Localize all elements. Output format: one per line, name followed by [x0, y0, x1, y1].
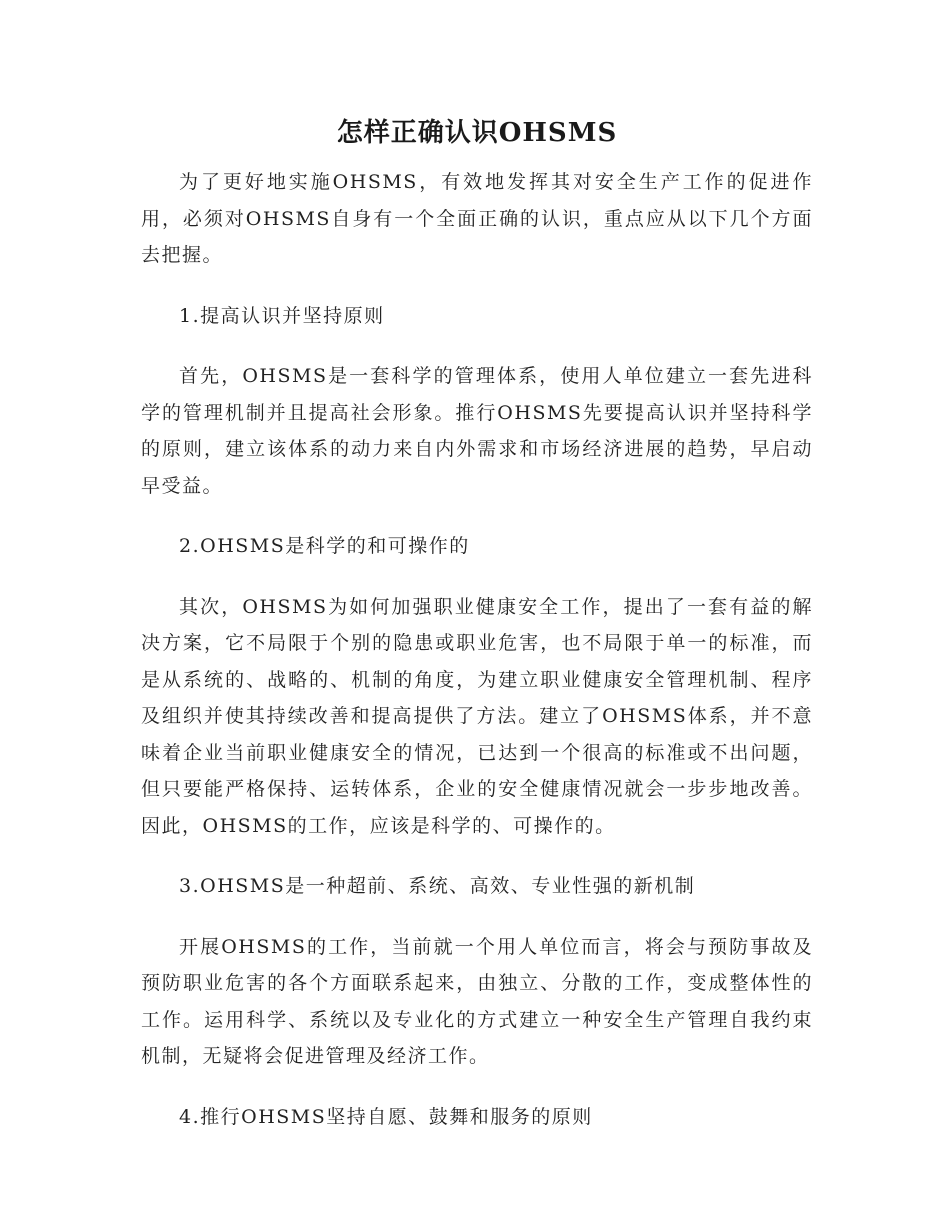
intro-paragraph: 为了更好地实施OHSMS，有效地发挥其对安全生产工作的促进作用，必须对OHSMS自身有一个全面正确的认识，重点应从以下几个方面去把握。	[141, 171, 813, 266]
section-4-heading: 4.推行OHSMS坚持自愿、鼓舞和服务的原则	[179, 1105, 593, 1128]
section-1-body: 首先，OHSMS是一套科学的管理体系，使用人单位建立一套先进科学的管理机制并且提高社会形象。推行OHSMS先要提高认识并坚持科学的原则，建立该体系的动力来自内外需求和市场经济进展的趋势，早启动早受益。	[141, 365, 813, 497]
section-2-heading: 2.OHSMS是科学的和可操作的	[179, 535, 470, 557]
section-3-heading: 3.OHSMS是一种超前、系统、高效、专业性强的新机制	[179, 875, 696, 897]
section-3-body: 开展OHSMS的工作，当前就一个用人单位而言，将会与预防事故及预防职业危害的各个方面联系起来，由独立、分散的工作，变成整体性的工作。运用科学、系统以及专业化的方式建立一种安全生产管理自我约束机制，无疑将会促进管理及经济工作。	[141, 935, 813, 1067]
section-1-heading: 1.提高认识并坚持原则	[179, 304, 385, 327]
section-2-body: 其次，OHSMS为如何加强职业健康安全工作，提出了一套有益的解决方案，它不局限于个别的隐患或职业危害，也不局限于单一的标准，而是从系统的、战略的、机制的角度，为建立职业健康安全管理机制、程序及组织并使其持续改善和提高提供了方法。建立了OHSMS体系，并不意味着企业当前职业健康安全的情况，已达到一个很高的标准或不出问题，但只要能严格保持、运转体系，企业的安全健康情况就会一步步地改善。因此，OHSMS的工作，应该是科学的、可操作的。	[141, 595, 813, 837]
document-title: 怎样正确认识OHSMS	[336, 118, 618, 148]
document-page	[141, 108, 813, 1159]
